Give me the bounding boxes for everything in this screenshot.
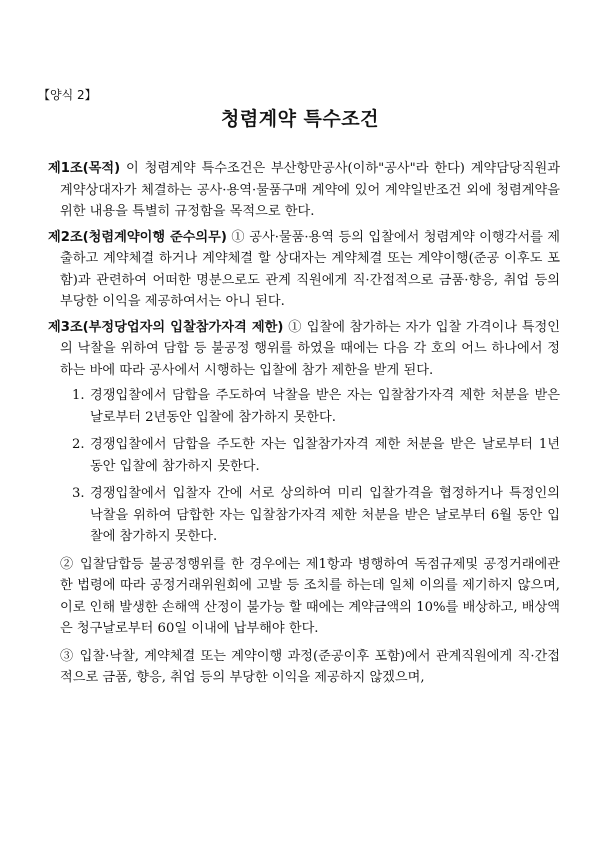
list-item: [72, 434, 560, 477]
item-text: 경쟁입찰에서 담합을 주도한 자는 입찰참가자격 제한 처분을 받은 날로부터 1년 동안 입찰에 참가하지 못한다.: [90, 437, 560, 474]
article-heading: 제2조(청렴계약이행 준수의무): [48, 229, 227, 245]
item-number: 3.: [72, 486, 85, 501]
article-1: [48, 158, 560, 223]
paragraph-2: ② 입찰담합등 불공정행위를 한 경우에는 제1항과 병행하여 독점규제및 공정거래에관한 법령에 따라 공정거래위원회에 고발 등 조치를 하는데 일체 이의를 제기하지 않으며, 이로 인해 발생한 손해액 산정이 불가능 할 때에는 계약금액의 10%를 배상하고, 배상액은 청구날로부터 60일 이내에 납부해야 한다.: [60, 556, 561, 636]
item-number: 1.: [72, 388, 85, 403]
document-title: 청렴계약 특수조건: [221, 108, 379, 130]
item-text: 경쟁입찰에서 입찰자 간에 서로 상의하여 미리 입찰가격을 협정하거나 특정인의 낙찰을 위하여 담합한 자는 입찰참가자격 제한 처분을 받은 날로부터 6월 동안 입찰에 참가하지 못한다.: [90, 486, 560, 544]
item-number: 2.: [72, 437, 85, 452]
article-text: 이 청렴계약 특수조건은 부산항만공사(이하"공사"라 한다) 계약담당직원과 계약상대자가 체결하는 공사·용역·물품구매 계약에 있어 계약일반조건 외에 청렴계약을 위한 내용을 특별히 규정함을 목적으로 한다.: [60, 161, 560, 219]
article-heading: 제1조(목적): [48, 161, 121, 176]
article-heading: 제3조(부정당업자의 입찰참가자격 제한): [48, 319, 284, 335]
form-label: 【양식 2】: [38, 88, 97, 102]
article-3: [48, 317, 560, 382]
article-2: [48, 227, 560, 313]
article-text: ① 공사·물품·용역 등의 입찰에서 청렴계약 이행각서를 제출하고 계약체결 하거나 계약체결 할 상대자는 계약체결 또는 계약이행(준공 이후도 포함)과 관련하여 어떠한 명분으로도 관계 직원에게 직·간접적으로 금품·향응, 취업 등의 부당한 이익을 제공하여서는 아니 된다.: [60, 229, 560, 309]
document-body: [48, 158, 560, 695]
paragraph-3: ③ 입찰·낙찰, 계약체결 또는 계약이행 과정(준공이후 포함)에서 관계직원에게 직·간접적으로 금품, 향응, 취업 등의 부당한 이익을 제공하지 않겠으며,: [60, 648, 560, 685]
article-text: ① 입찰에 참가하는 자가 입찰 가격이나 특정인의 낙찰을 위하여 담합 등 불공정 행위를 하였을 때에는 다음 각 호의 어느 하나에서 정하는 바에 따라 공사에서 시행하는 입찰에 참가 제한을 받게 된다.: [60, 319, 560, 378]
list-item: [72, 483, 560, 548]
list-item: [72, 385, 560, 428]
item-text: 경쟁입찰에서 담합을 주도하여 낙찰을 받은 자는 입찰참가자격 제한 처분을 받은 날로부터 2년동안 입찰에 참가하지 못한다.: [90, 388, 560, 425]
